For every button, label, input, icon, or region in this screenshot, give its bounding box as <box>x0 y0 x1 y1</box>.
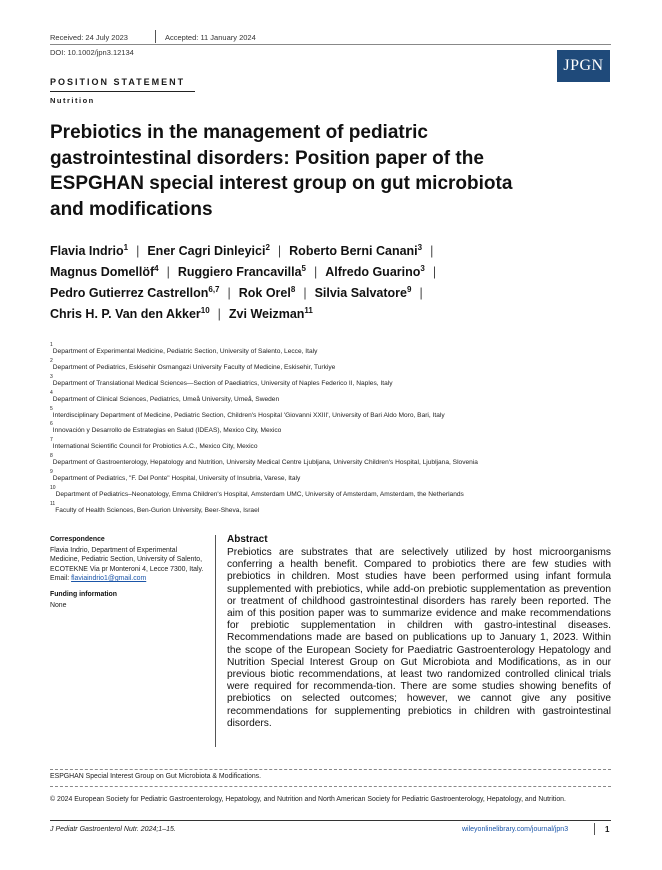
author-line <box>50 286 610 307</box>
affiliation: $^9$Department of Pediatrics, "F. Del Ponte" Hospital, University of Insubria, Varese, Italy <box>50 469 301 483</box>
author-name[interactable]: Zvi Weizman$^{11}$ <box>228 305 313 321</box>
received-date: Received: 24 July 2023 <box>50 33 128 42</box>
footer-rule <box>50 820 611 821</box>
author-separator: | <box>136 244 140 258</box>
author-separator: | <box>419 286 423 300</box>
article-category: Nutrition <box>50 96 95 105</box>
email-link[interactable]: flaviaindrio1@gmail.com <box>71 575 147 583</box>
author-name[interactable]: Pedro Gutierrez Castrellon$^{6,7}$ <box>50 284 220 300</box>
funding-text: None <box>50 601 67 609</box>
author-name[interactable]: Roberto Berni Canani$^3$ <box>289 242 423 258</box>
author-separator: | <box>313 265 318 279</box>
author-separator: | <box>432 265 437 279</box>
author-separator: | <box>166 265 170 279</box>
affiliation: $^6$Innovación y Desarrollo de Estrategias en Salud (IDEAS), Mexico City, Mexico <box>50 421 282 435</box>
correspondence-heading: Correspondence <box>50 536 105 543</box>
author-separator: | <box>227 286 231 300</box>
affiliation: $^2$Department of Pediatrics, Eskisehir Osmangazi University Faculty of Medicine, Eskisehir, Turkiye <box>50 357 336 371</box>
affiliation: $^{11}$Faculty of Health Sciences, Ben-Gurion University, Beer-Sheva, Israel <box>50 500 260 514</box>
copyright: © 2024 European Society for Pediatric Gastroenterology, Hepatology, and Nutrition and North American Society for Pediatric Gastroenterology, Hepatology, and Nutrition. <box>50 796 566 803</box>
author-name[interactable]: Rok Orel$^8$ <box>238 284 296 300</box>
footnote-rule <box>50 786 611 787</box>
author-name[interactable]: Alfredo Guarino$^3$ <box>325 263 425 279</box>
affiliation-list <box>50 344 610 519</box>
correspondence-address: Flavia Indrio, Department of Experimental Medicine, Pediatric Section, University of Salento, ECOTEKNE Via pr Monteroni 4, Lecce 7300, Italy. <box>50 546 204 573</box>
journal-logo[interactable]: JPGN <box>557 50 610 82</box>
affiliation: $^1$Department of Experimental Medicine, Pediatric Section, University of Salento, Lecce, Italy <box>50 342 318 355</box>
affiliation: $^5$Interdisciplinary Department of Medicine, Pediatric Section, Children's Hospital 'Giovanni XXIII', University of Bari Aldo Moro, Bari, Italy <box>50 405 445 419</box>
abstract-text: Prebiotics are substrates that are selectively utilized by host microorganisms conferring a health benefit. Compared to probiotics there are few studies with prebiotics in children. Most studies have been performed using infant formula supplemented with prebiotics, while add-on prebiotic supplementation as prevention or treatment of childhood gastrointestinal disorders has rarely been reported. The aim of this position paper was to summarize evidence and make recommendations for prebiotic supplementation in children with gastro-intestinal diseases. Recommendations made are based on publications up to January 1, 2023. Within the scope of the European Society for Paediatric Gastroenterology Hepatology and Nutrition Special Interest Group on Gut Microbiota and Modifications, as in our previous biotic recommendations, at least two randomized controlled clinical trials were required for recommenda-tion. There are some studies showing benefits of prebiotics on selected outcomes; however, we cannot give any positive recommendations for supplementing prebiotics in children with gastrointestinal disorders. <box>227 547 611 729</box>
journal-url-link[interactable]: wileyonlinelibrary.com/journal/jpn3 <box>462 826 569 833</box>
author-list <box>50 244 610 328</box>
affiliation: $^{10}$Department of Pediatrics–Neonatology, Emma Children's Hospital, Amsterdam UMC, University of Amsterdam, Amsterdam, the Netherlands <box>50 485 464 499</box>
author-line <box>50 265 610 286</box>
affiliation: $^7$International Scientific Council for Probiotics A.C., Mexico City, Mexico <box>50 437 258 451</box>
author-name[interactable]: Chris H. P. Van den Akker$^{10}$ <box>50 305 210 321</box>
correspondence-email: Email: flaviaindrio1@gmail.com <box>50 575 147 583</box>
affiliation: $^3$Department of Translational Medical Sciences—Section of Paediatrics, University of Naples Federico II, Naples, Italy <box>50 373 393 387</box>
funding-heading: Funding information <box>50 590 117 598</box>
affiliation: $^8$Department of Gastroenterology, Hepatology and Nutrition, University Medical Centre Ljubljana, University Children's Hospital, Ljubljana, Slovenia <box>50 453 478 467</box>
doi[interactable]: DOI: 10.1002/jpn3.12134 <box>50 48 134 57</box>
author-line <box>50 307 610 328</box>
citation: J Pediatr Gastroenterol Nutr. 2024;1–15. <box>50 826 176 833</box>
author-name[interactable]: Silvia Salvatore$^9$ <box>314 284 412 300</box>
author-name[interactable]: Ruggiero Francavilla$^5$ <box>177 263 306 279</box>
footer-divider <box>594 823 595 835</box>
page-number: 1 <box>605 825 610 834</box>
article-type-rule <box>50 91 195 92</box>
header-divider <box>155 30 156 43</box>
author-separator: | <box>303 286 307 300</box>
abstract-divider <box>215 535 216 747</box>
affiliation: $^4$Department of Clinical Sciences, Pediatrics, Umeå University, Umeå, Sweden <box>50 389 280 403</box>
author-separator: | <box>277 244 282 258</box>
paper-title: Prebiotics in the management of pediatric gastrointestinal disorders: Position paper of the ESPGHAN special interest group on gut microbiota and modifications <box>50 122 513 220</box>
sig-footnote: ESPGHAN Special Interest Group on Gut Microbiota & Modifications. <box>50 773 262 780</box>
article-type: POSITION STATEMENT <box>50 77 186 87</box>
author-name[interactable]: Ener Cagri Dinleyici$^2$ <box>147 242 270 258</box>
abstract-heading: Abstract <box>227 534 268 545</box>
accepted-date: Accepted: 11 January 2024 <box>165 33 256 42</box>
author-name[interactable]: Magnus Domellöf$^4$ <box>50 263 159 279</box>
author-line <box>50 244 610 265</box>
author-separator: | <box>430 244 434 258</box>
author-separator: | <box>217 307 221 321</box>
footnote-rule <box>50 769 611 770</box>
correspondence-block <box>50 535 205 610</box>
header-rule <box>50 44 611 45</box>
author-name[interactable]: Flavia Indrio$^1$ <box>50 242 129 258</box>
